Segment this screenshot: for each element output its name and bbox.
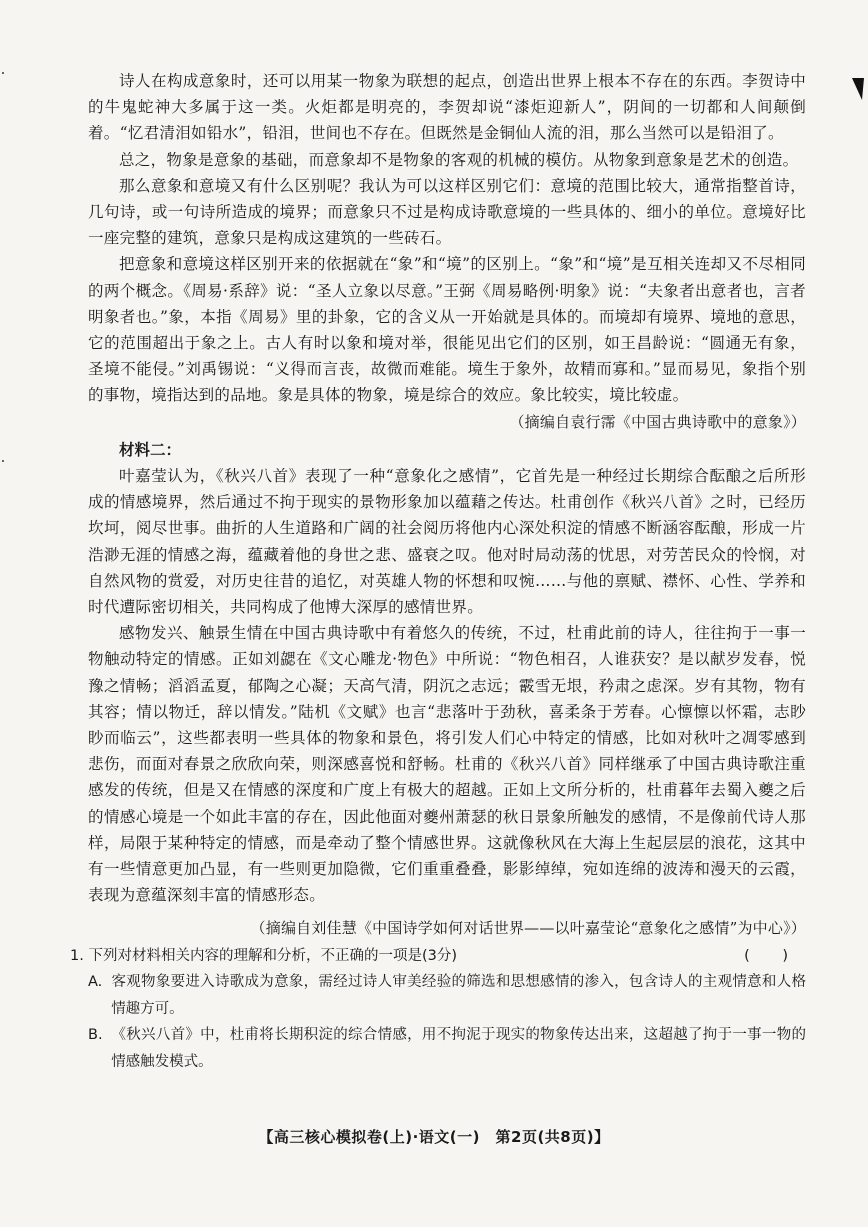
option-text: 客观物象要进入诗歌成为意象，需经过诗人审美经验的筛选和思想感情的渗入，包含诗人的主观情意和人格情趣方可。 [111, 974, 806, 1017]
corner-mark [852, 78, 864, 100]
paragraph: 那么意象和意境又有什么区别呢？我认为可以这样区别它们：意境的范围比较大，通常指整首诗，几句诗，或一句诗所造成的境界；而意象只不过是构成诗歌意境的一些具体的、细小的单位。意境好比一座完整的建筑，意象只是构成这建筑的一些砖石。 [88, 176, 806, 248]
answer-bracket: ( ) [744, 947, 802, 964]
source-citation: （摘编自袁行霈《中国古典诗歌中的意象》） [509, 412, 806, 431]
paragraph: 感物发兴、触景生情在中国古典诗歌中有着悠久的传统，不过，杜甫此前的诗人，往往拘于一事一物触动特定的情感。正如刘勰在《文心雕龙·物色》中所说：“物色相召，人谁获安？是以献岁发春，悦豫之情畅；滔滔孟夏，郁陶之心凝；天高气清，阴沉之志远；霰雪无垠，矜肃之虑深。岁有其物，物有其容；情以物迁，辞以情发。”陆机《文赋》也言“悲落叶于劲秋，喜柔条于芳春。心懔懔以怀霜，志眇眇而临云”，这些都表明一些具体的物象和景色，将引发人们心中特定的情感，比如对秋叶之凋零感到悲伤，而面对春景之欣欣向荣，则深感喜悦和舒畅。杜甫的《秋兴八首》同样继承了中国古典诗歌注重感发的传统，但是又在情感的深度和广度上有极大的超越。正如上文所分析的，杜甫暮年去蜀入夔之后的情感心境是一个如此丰富的存在，因此他面对夔州萧瑟的秋日景象所触发的感情，不是像前代诗人那样，局限于某种特定的情感，而是牵动了整个情感世界。这就像秋风在大海上生起层层的浪花，这其中有一些情意更加凸显，有一些则更加隐微，它们重重叠叠，影影绰绰，宛如连绵的波涛和漫天的云霞，表现为意蕴深刻丰富的情感形态。 [88, 624, 806, 905]
question-stem-row [70, 943, 806, 970]
edge-mark [2, 460, 4, 462]
option-letter: A. [88, 974, 103, 991]
question-stem: 1. 下列对材料相关内容的理解和分析，不正确的一项是(3分) [70, 947, 457, 964]
paragraph: 把意象和意境这样区别开来的依据就在“象”和“境”的区别上。“象”和“境”是互相关连却又不尽相同的两个概念。《周易·系辞》说：“圣人立象以尽意。”王弼《周易略例·明象》说：“夫象者出意者也，言者明象者也。”象，本指《周易》里的卦象，它的含义从一开始就是具体的。而境却有境界、境地的意思，它的范围超出于象之上。古人有时以象和境对举，很能见出它们的区别，如王昌龄说：“圆通无有象，圣境不能侵。”刘禹锡说：“义得而言丧，故微而难能。境生于象外，故精而寡和。”显而易见，象指个别的事物，境指达到的品地。象是具体的物象，境是综合的效应。象比较实，境比较虚。 [88, 255, 806, 405]
option-a [88, 969, 806, 1022]
paragraph: 诗人在构成意象时，还可以用某一物象为联想的起点，创造出世界上根本不存在的东西。李贺诗中的牛鬼蛇神大多属于这一类。火炬都是明亮的，李贺却说“漆炬迎新人”，阴间的一切都和人间颠倒着。“忆君清泪如铅水”，铅泪，世间也不存在。但既然是金铜仙人流的泪，那么当然可以是铅泪了。 [88, 72, 806, 143]
option-text: 《秋兴八首》中，杜甫将长期积淀的综合情感，用不拘泥于现实的物象传达出来，这超越了拘于一事一物的情感触发模式。 [111, 1027, 806, 1070]
paragraph: 叶嘉莹认为，《秋兴八首》表现了一种“意象化之感情”，它首先是一种经过长期综合酝酿之后所形成的情感境界，然后通过不拘于现实的景物形象加以蕴藉之传达。杜甫创作《秋兴八首》之时，已经历坎坷，阅尽世事。曲折的人生道路和广阔的社会阅历将他内心深处积淀的情感不断涵容酝酿，形成一片浩渺无涯的情感之海，蕴藏着他的身世之悲、盛衰之叹。他对时局动荡的忧思，对劳苦民众的怜悯，对自然风物的赏爱，对历史往昔的追忆，对英雄人物的怀想和叹惋……与他的禀赋、襟怀、心性、学养和时代遭际密切相关，共同构成了他博大深厚的感情世界。 [88, 467, 806, 617]
page-footer: 【高三核心模拟卷(上)·语文(一) 第2页(共8页)】 [258, 1128, 610, 1146]
exam-page-body [70, 68, 806, 1075]
material-label: 材料二： [119, 440, 182, 459]
source-citation: （摘编自刘佳慧《中国诗学如何对话世界——以叶嘉莹论“意象化之感情”为中心》） [250, 918, 806, 937]
option-b [88, 1022, 806, 1075]
option-letter: B. [88, 1027, 103, 1044]
edge-mark [2, 72, 4, 74]
paragraph: 总之，物象是意象的基础，而意象却不是物象的客观的机械的模仿。从物象到意象是艺术的创造。 [119, 150, 799, 169]
